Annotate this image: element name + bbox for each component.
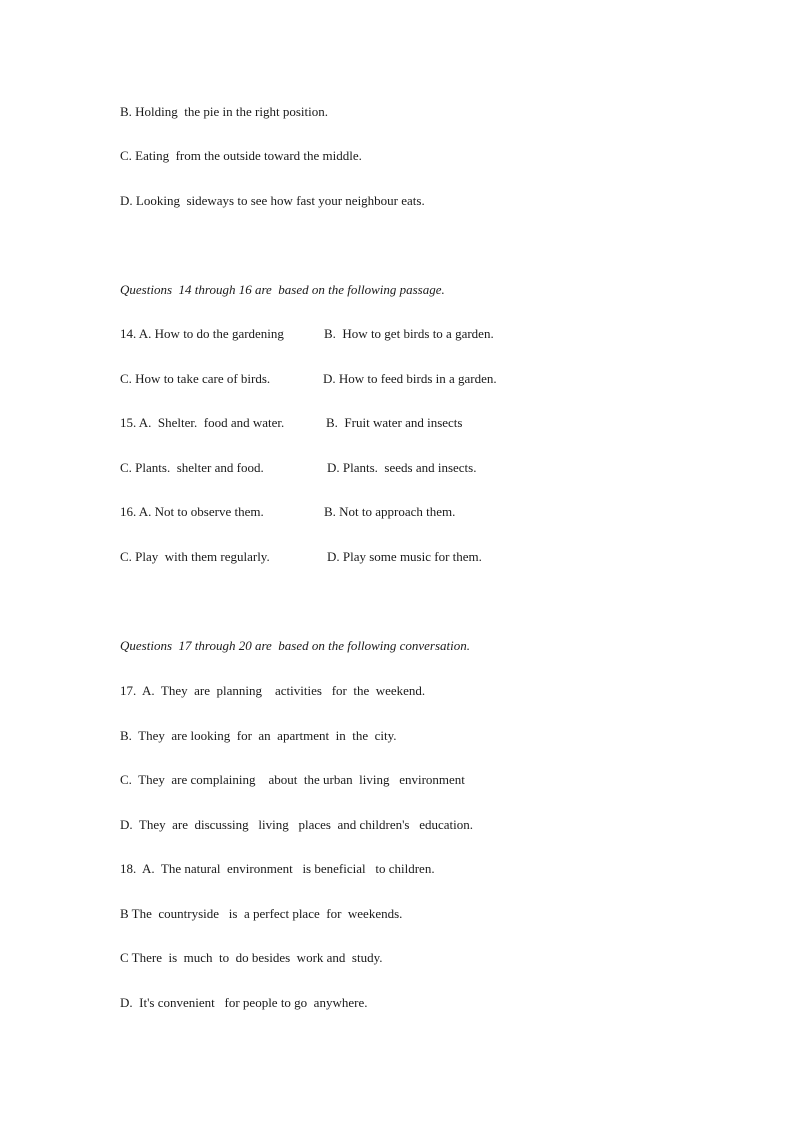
q15-option-c: C. Plants. shelter and food. [120, 460, 264, 475]
q17-option-a: 17. A. They are planning activities for the weekend. [120, 683, 426, 698]
q13-option-b: B. Holding the pie in the right position. [120, 104, 328, 119]
q18-option-d: D. It's convenient for people to go anywhere. [120, 995, 368, 1010]
q14-option-d: D. How to feed birds in a garden. [323, 371, 497, 386]
q15-option-a: 15. A. Shelter. food and water. [120, 415, 285, 430]
q15-option-d: D. Plants. seeds and insects. [327, 460, 477, 475]
q18-option-a: 18. A. The natural environment is beneficial to children. [120, 861, 435, 876]
q16-option-d: D. Play some music for them. [327, 549, 482, 564]
q16-option-b: B. Not to approach them. [324, 504, 456, 519]
q17-option-c: C. They are complaining about the urban living environment [120, 772, 465, 787]
q13-option-d: D. Looking sideways to see how fast your neighbour eats. [120, 193, 425, 208]
q15-option-b: B. Fruit water and insects [326, 415, 463, 430]
q14-option-a: 14. A. How to do the gardening [120, 326, 284, 341]
q17-option-b: B. They are looking for an apartment in the city. [120, 728, 397, 743]
section-17-20-heading: Questions 17 through 20 are based on the following conversation. [120, 638, 471, 653]
q18-option-b: B The countryside is a perfect place for weekends. [120, 906, 403, 921]
q18-option-c: C There is much to do besides work and study. [120, 950, 383, 965]
section-14-16-heading: Questions 14 through 16 are based on the following passage. [120, 282, 445, 297]
q13-option-c: C. Eating from the outside toward the middle. [120, 148, 362, 163]
q17-option-d: D. They are discussing living places and children's education. [120, 817, 474, 832]
q14-option-c: C. How to take care of birds. [120, 371, 271, 386]
q16-option-a: 16. A. Not to observe them. [120, 504, 264, 519]
q16-option-c: C. Play with them regularly. [120, 549, 270, 564]
q14-option-b: B. How to get birds to a garden. [324, 326, 494, 341]
